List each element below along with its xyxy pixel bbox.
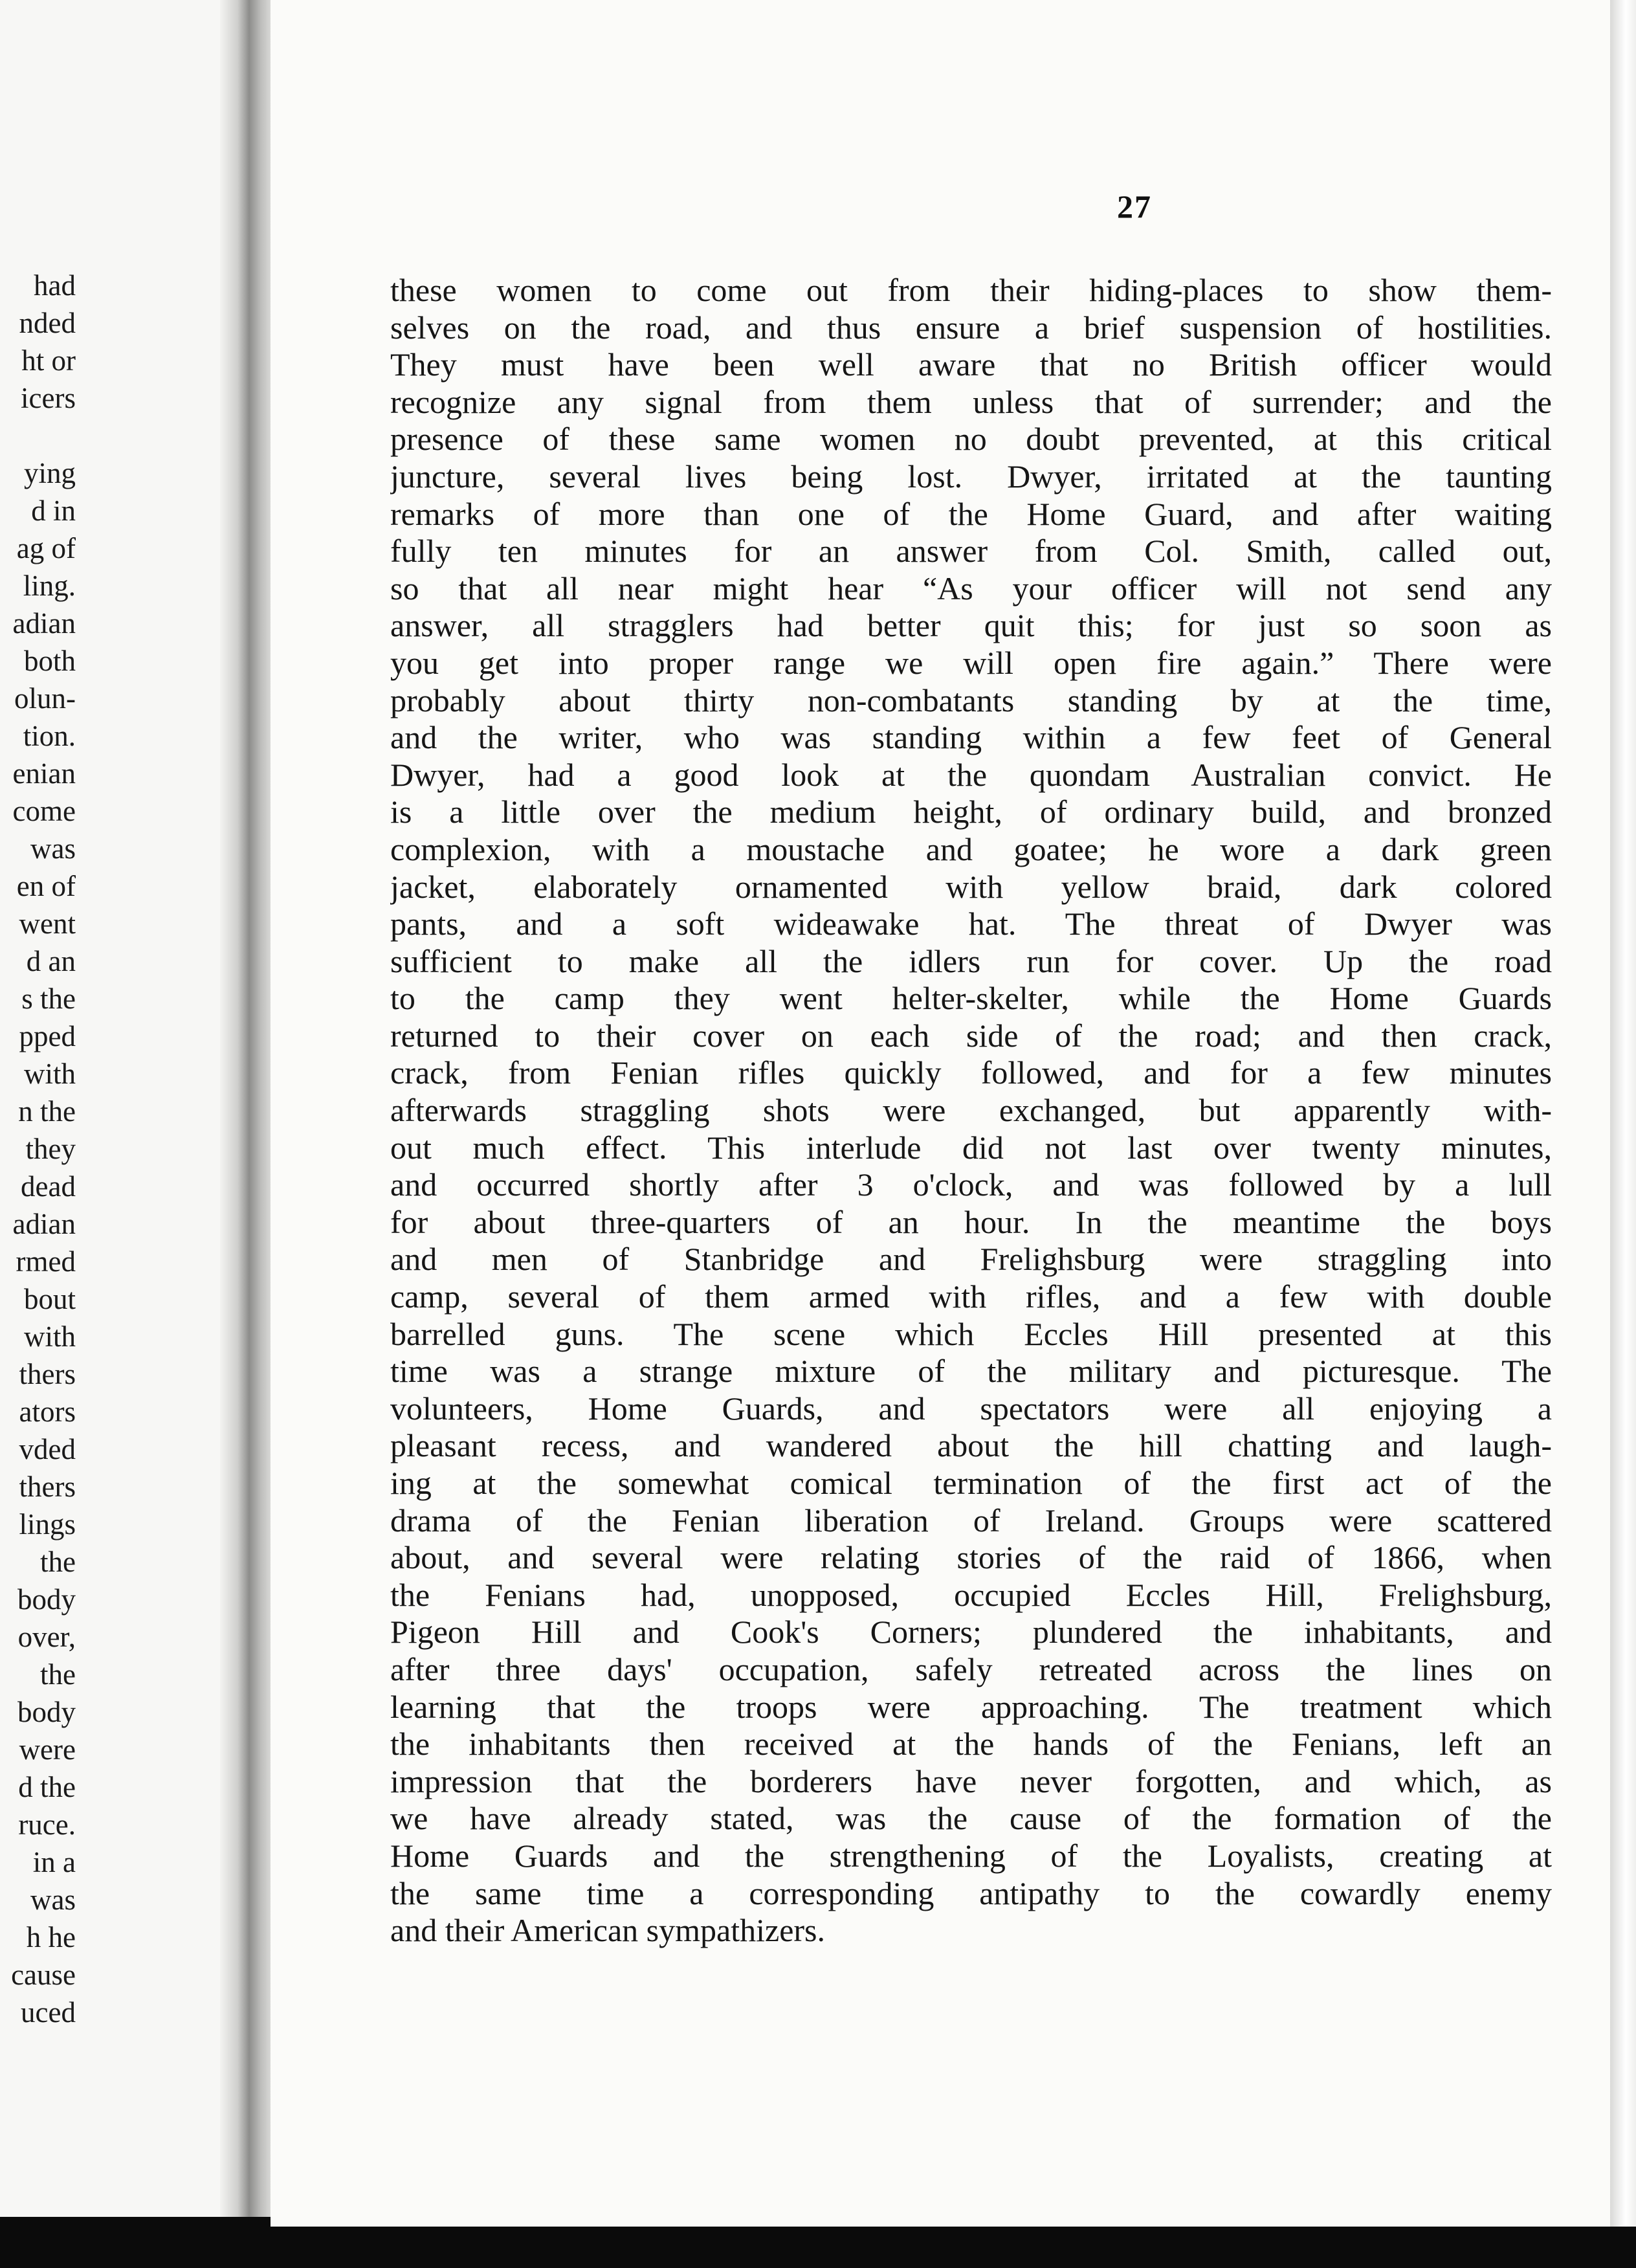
left-page-line-fragment: en of <box>16 870 76 902</box>
left-page-line-fragments <box>11 267 76 2031</box>
left-page-line-fragment: they <box>25 1133 76 1165</box>
text-line: pleasant recess, and wandered about the hill chatting and laugh- <box>390 1427 1552 1464</box>
book-gutter-shadow <box>220 0 278 2217</box>
text-line: these women to come out from their hiding-places to show them- <box>390 272 1552 308</box>
text-line: and their American sympathizers. <box>390 1912 825 1949</box>
text-line: and the writer, who was standing within a few feet of General <box>390 719 1552 756</box>
text-line: time was a strange mixture of the military and picturesque. The <box>390 1353 1552 1390</box>
left-page-line-fragment: body <box>17 1696 76 1728</box>
left-page-line-fragment: lings <box>19 1508 76 1540</box>
left-page-line-fragment: ying <box>23 457 76 489</box>
page-edge <box>1610 0 1636 2227</box>
left-page-line-fragment: s the <box>21 983 76 1015</box>
left-page-line-fragment: vded <box>19 1433 76 1465</box>
left-page-line-fragment: nded <box>19 307 76 339</box>
text-line: impression that the borderers have never forgotten, and which, as <box>390 1762 1552 1799</box>
text-line: the inhabitants then received at the hands of the Fenians, left an <box>390 1726 1552 1762</box>
page-number: 27 <box>1117 188 1152 225</box>
left-page-line-fragment: tion. <box>23 720 76 752</box>
text-line: Pigeon Hill and Cook's Corners; plundered the inhabitants, and <box>390 1614 1552 1651</box>
left-page-line-fragment: thers <box>19 1471 76 1503</box>
text-line: you get into proper range we will open fire again.” There were <box>390 644 1552 681</box>
left-page-line-fragment: went <box>19 907 76 940</box>
page-body-text <box>390 272 1552 1950</box>
left-page-line-fragment: ling. <box>23 570 76 602</box>
left-page-line-fragment: the <box>40 1546 76 1578</box>
left-page-line-fragment: the <box>40 1658 76 1691</box>
left-page-line-fragment: thers <box>19 1358 76 1390</box>
left-page-line-fragment: h he <box>26 1921 76 1953</box>
text-line: sufficient to make all the idlers run for cover. Up the road <box>390 942 1552 979</box>
text-line: ing at the somewhat comical termination of the first act of the <box>390 1465 1552 1501</box>
text-line: remarks of more than one of the Home Guard, and after waiting <box>390 495 1552 532</box>
text-line: They must have been well aware that no British officer would <box>390 346 1552 383</box>
left-page-line-fragment: was <box>30 1884 76 1916</box>
text-line: probably about thirty non-combatants standing by at the time, <box>390 682 1552 718</box>
left-page-line-fragment <box>11 417 76 454</box>
left-page-line-fragment: adian <box>12 1208 76 1240</box>
left-page-line-fragment: ruce. <box>18 1808 76 1841</box>
left-page-line-fragment: were <box>19 1733 76 1766</box>
right-page <box>271 0 1610 2227</box>
left-page-line-fragment: pped <box>19 1020 76 1052</box>
left-page-line-fragment: ators <box>19 1395 76 1428</box>
left-page-line-fragment: bout <box>23 1283 76 1315</box>
text-line: out much effect. This interlude did not last over twenty minutes, <box>390 1129 1552 1166</box>
text-line: about, and several were relating stories of the raid of 1866, when <box>390 1539 1552 1576</box>
text-line: Dwyer, had a good look at the quondam Australian convict. He <box>390 756 1552 793</box>
text-line: the same time a corresponding antipathy to the cowardly enemy <box>390 1874 1552 1911</box>
left-page-line-fragment: enian <box>12 757 76 790</box>
text-line: jacket, elaborately ornamented with yellow braid, dark colored <box>390 868 1552 905</box>
left-page-line-fragment: d an <box>26 945 76 977</box>
left-page-line-fragment: n the <box>18 1095 76 1128</box>
left-page-line-fragment: d the <box>18 1771 76 1803</box>
text-line: complexion, with a moustache and goatee; he wore a dark green <box>390 830 1552 867</box>
text-line: and men of Stanbridge and Frelighsburg were straggling into <box>390 1241 1552 1278</box>
left-page-line-fragment: cause <box>11 1959 76 1991</box>
text-line: camp, several of them armed with rifles, and a few with double <box>390 1278 1552 1315</box>
text-line: returned to their cover on each side of the road; and then crack, <box>390 1017 1552 1054</box>
text-line: to the camp they went helter-skelter, while the Home Guards <box>390 980 1552 1017</box>
text-line: the Fenians had, unopposed, occupied Eccles Hill, Frelighsburg, <box>390 1576 1552 1613</box>
left-page-line-fragment: olun- <box>14 682 76 715</box>
left-page-line-fragment: in a <box>32 1846 76 1878</box>
text-line: is a little over the medium height, of ordinary build, and bronzed <box>390 794 1552 830</box>
left-page-line-fragment: ag of <box>16 532 76 564</box>
left-page-line-fragment: was <box>30 832 76 865</box>
left-page-line-fragment: with <box>23 1058 76 1090</box>
left-page-line-fragment: over, <box>17 1621 76 1653</box>
text-line: drama of the Fenian liberation of Ireland. Groups were scattered <box>390 1502 1552 1539</box>
text-line: pants, and a soft wideawake hat. The threat of Dwyer was <box>390 906 1552 942</box>
text-line: barrelled guns. The scene which Eccles Hill presented at this <box>390 1315 1552 1352</box>
text-line: crack, from Fenian rifles quickly followed, and for a few minutes <box>390 1054 1552 1091</box>
text-line: after three days' occupation, safely retreated across the lines on <box>390 1651 1552 1687</box>
left-page-line-fragment: had <box>34 269 76 302</box>
left-page-line-fragment: ht or <box>21 344 76 377</box>
left-page-line-fragment: dead <box>21 1170 76 1203</box>
left-page-line-fragment: icers <box>21 382 76 414</box>
left-page-line-fragment: d in <box>31 495 76 527</box>
text-line: juncture, several lives being lost. Dwyer, irritated at the taunting <box>390 458 1552 495</box>
text-line: selves on the road, and thus ensure a brief suspension of hostilities. <box>390 309 1552 346</box>
scan-bottom-border <box>0 2227 1636 2268</box>
left-page-line-fragment: body <box>17 1583 76 1616</box>
text-line: Home Guards and the strengthening of the Loyalists, creating at <box>390 1837 1552 1874</box>
text-line: afterwards straggling shots were exchanged, but apparently with- <box>390 1092 1552 1129</box>
left-page-line-fragment: with <box>23 1320 76 1353</box>
text-line: answer, all stragglers had better quit this; for just so soon as <box>390 607 1552 644</box>
text-line: and occurred shortly after 3 o'clock, and was followed by a lull <box>390 1166 1552 1203</box>
text-line: fully ten minutes for an answer from Col. Smith, called out, <box>390 533 1552 570</box>
text-line: for about three-quarters of an hour. In the meantime the boys <box>390 1203 1552 1240</box>
text-line: learning that the troops were approaching. The treatment which <box>390 1688 1552 1725</box>
left-page-line-fragment: adian <box>12 607 76 639</box>
left-page-line-fragment: rmed <box>16 1245 76 1278</box>
text-line: recognize any signal from them unless that of surrender; and the <box>390 383 1552 420</box>
text-line: volunteers, Home Guards, and spectators were all enjoying a <box>390 1390 1552 1427</box>
left-page-line-fragment: uced <box>21 1996 76 2029</box>
left-page-line-fragment: both <box>23 645 76 677</box>
text-line: so that all near might hear “As your officer will not send any <box>390 570 1552 606</box>
left-page-line-fragment: come <box>12 795 76 827</box>
text-line: we have already stated, was the cause of the formation of the <box>390 1800 1552 1837</box>
text-line: presence of these same women no doubt prevented, at this critical <box>390 421 1552 458</box>
